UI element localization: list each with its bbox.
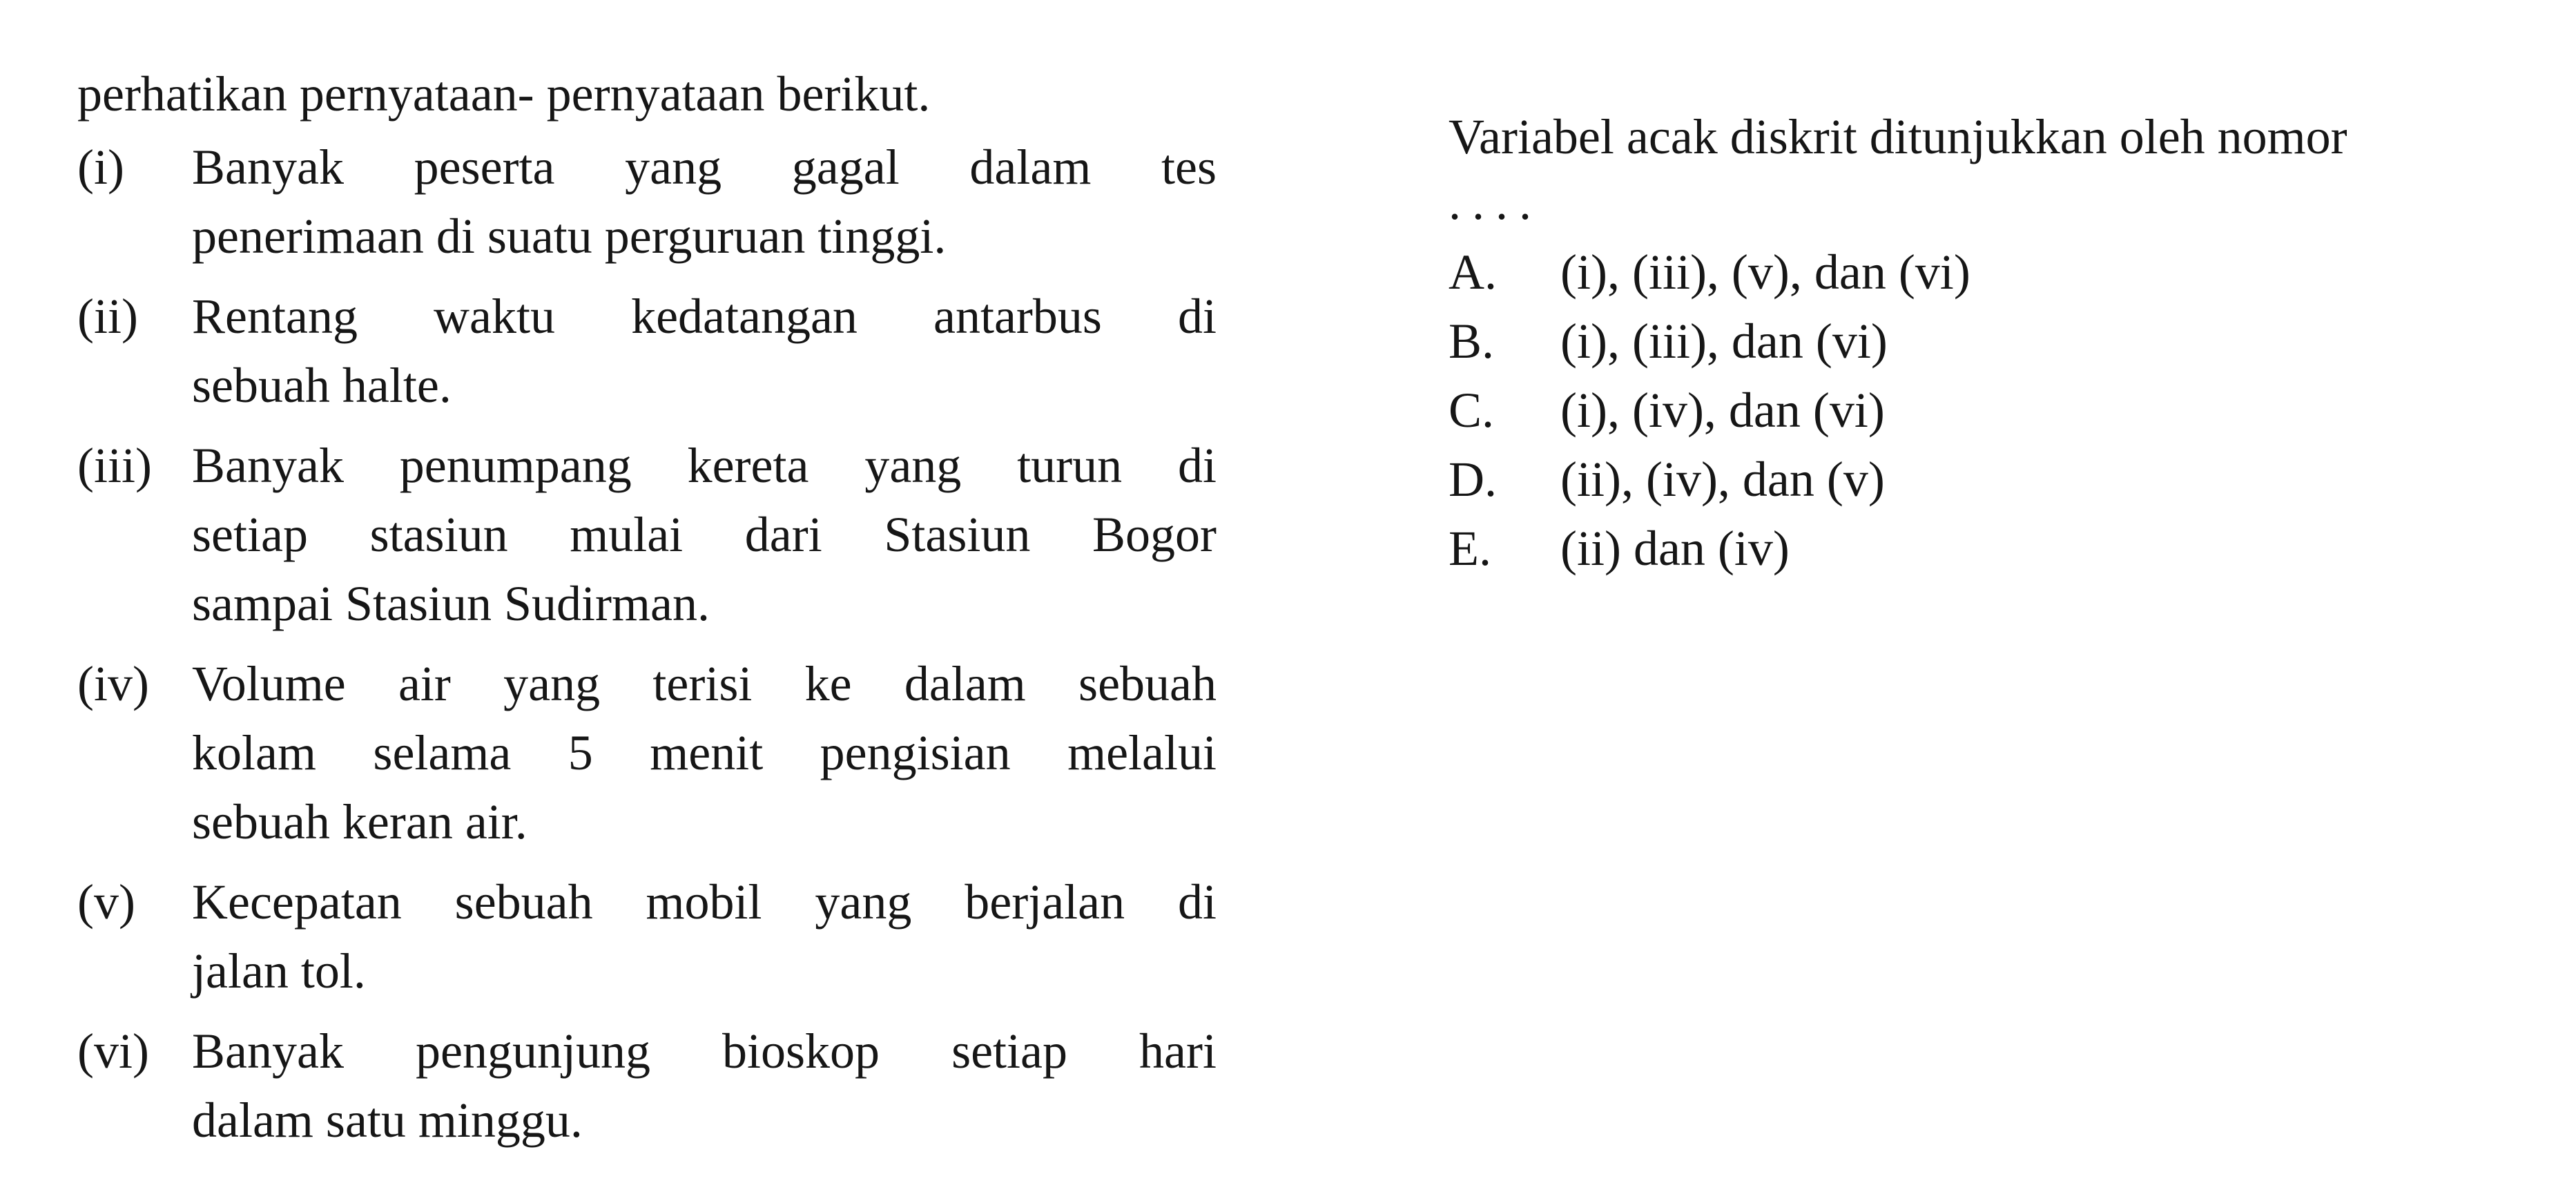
choice-text: (i), (iv), dan (vi) xyxy=(1560,383,1885,438)
statement-line: sampai Stasiun Sudirman. xyxy=(192,576,710,631)
choice-d[interactable] xyxy=(1449,445,2553,514)
statement-line: jalan tol. xyxy=(192,943,366,999)
choice-b[interactable] xyxy=(1449,307,2553,376)
question-ellipsis: .... xyxy=(1449,175,1542,230)
statement-line: Volume air yang terisi ke dalam sebuah xyxy=(192,656,1217,711)
statements-column xyxy=(77,61,1251,1166)
statement-iv xyxy=(77,649,1217,856)
choice-letter: D. xyxy=(1449,452,1497,507)
choice-text: (i), (iii), dan (vi) xyxy=(1560,314,1888,369)
choice-letter: B. xyxy=(1449,314,1495,369)
statement-vi xyxy=(77,1017,1217,1155)
statement-line: Rentang waktu kedatangan antarbus di xyxy=(192,289,1217,344)
statement-line: sebuah keran air. xyxy=(192,794,527,849)
choice-text: (ii), (iv), dan (v) xyxy=(1560,452,1885,507)
statement-line: sebuah halte. xyxy=(192,358,452,413)
statement-number: (iv) xyxy=(77,656,149,711)
statement-line: Kecepatan sebuah mobil yang berjalan di xyxy=(192,874,1217,930)
choice-text: (ii) dan (iv) xyxy=(1560,521,1790,576)
statement-number: (ii) xyxy=(77,289,138,344)
statement-ii xyxy=(77,282,1217,420)
choice-letter: A. xyxy=(1449,244,1497,300)
choice-e[interactable] xyxy=(1449,514,2553,583)
question-column xyxy=(1449,102,2553,583)
statement-v xyxy=(77,867,1217,1006)
statement-i xyxy=(77,133,1217,271)
statement-line: dalam satu minggu. xyxy=(192,1093,583,1148)
statement-number: (vi) xyxy=(77,1023,149,1079)
choice-a[interactable] xyxy=(1449,238,2553,307)
choice-letter: C. xyxy=(1449,383,1495,438)
choice-c[interactable] xyxy=(1449,376,2553,445)
intro-text: perhatikan pernyataan- pernyataan berikut. xyxy=(77,66,931,122)
statement-line: Banyak pengunjung bioskop setiap hari xyxy=(192,1023,1217,1079)
statement-line: Banyak penumpang kereta yang turun di xyxy=(192,438,1217,493)
statement-line: kolam selama 5 menit pengisian melalui xyxy=(192,725,1217,780)
statement-line: Banyak peserta yang gagal dalam tes xyxy=(192,140,1217,195)
statement-number: (i) xyxy=(77,140,124,195)
choice-letter: E. xyxy=(1449,521,1491,576)
statement-line: setiap stasiun mulai dari Stasiun Bogor xyxy=(192,507,1217,562)
statement-line: penerimaan di suatu perguruan tinggi. xyxy=(192,209,947,264)
statement-number: (v) xyxy=(77,874,135,930)
statement-iii xyxy=(77,431,1217,638)
choice-text: (i), (iii), (v), dan (vi) xyxy=(1560,244,1970,300)
statement-number: (iii) xyxy=(77,438,152,493)
question-text: Variabel acak diskrit ditunjukkan oleh nomor xyxy=(1449,109,2347,164)
